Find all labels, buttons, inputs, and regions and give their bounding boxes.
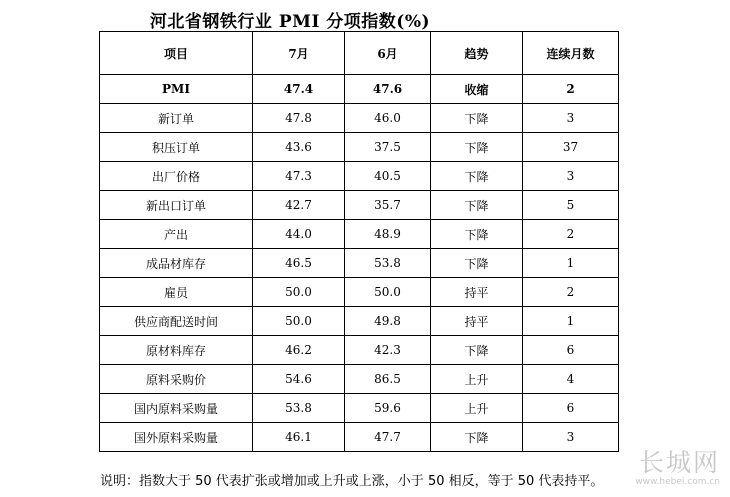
cell-consecutive-months: 3: [523, 104, 619, 133]
cell-july: 50.0: [253, 278, 345, 307]
cell-trend: 持平: [431, 307, 523, 336]
cell-june: 50.0: [345, 278, 431, 307]
table-row: [100, 307, 619, 336]
cell-trend: 下降: [431, 162, 523, 191]
cell-consecutive-months: 5: [523, 191, 619, 220]
cell-july: 47.3: [253, 162, 345, 191]
table-row: [100, 423, 619, 452]
table-header-row: [100, 32, 619, 75]
cell-june: 40.5: [345, 162, 431, 191]
table-row: [100, 249, 619, 278]
cell-june: 35.7: [345, 191, 431, 220]
cell-trend: 上升: [431, 394, 523, 423]
cell-july: 46.5: [253, 249, 345, 278]
cell-july: 44.0: [253, 220, 345, 249]
cell-item: 出厂价格: [100, 162, 253, 191]
table-row: [100, 191, 619, 220]
cell-july: 46.2: [253, 336, 345, 365]
column-header-consecutive-months: 连续月数: [523, 32, 619, 75]
cell-june: 59.6: [345, 394, 431, 423]
cell-june: 48.9: [345, 220, 431, 249]
cell-item: 国外原料采购量: [100, 423, 253, 452]
cell-item: 成品材库存: [100, 249, 253, 278]
cell-trend: 下降: [431, 104, 523, 133]
cell-june: 42.3: [345, 336, 431, 365]
watermark-text: 长城网: [638, 448, 720, 477]
cell-item: 供应商配送时间: [100, 307, 253, 336]
cell-consecutive-months: 1: [523, 249, 619, 278]
cell-july: 47.4: [253, 75, 345, 104]
table-row: [100, 133, 619, 162]
table-row: [100, 220, 619, 249]
cell-trend: 下降: [431, 133, 523, 162]
column-header-july: 7月: [253, 32, 345, 75]
cell-consecutive-months: 1: [523, 307, 619, 336]
table-row: [100, 162, 619, 191]
cell-june: 37.5: [345, 133, 431, 162]
cell-consecutive-months: 4: [523, 365, 619, 394]
column-header-june: 6月: [345, 32, 431, 75]
cell-july: 47.8: [253, 104, 345, 133]
site-watermark-logo: [618, 449, 720, 489]
cell-item: 原料采购价: [100, 365, 253, 394]
table-title: 河北省钢铁行业 PMI 分项指数(%): [149, 12, 431, 32]
cell-consecutive-months: 6: [523, 394, 619, 423]
cell-consecutive-months: 37: [523, 133, 619, 162]
cell-trend: 持平: [431, 278, 523, 307]
cell-consecutive-months: 3: [523, 162, 619, 191]
column-header-trend: 趋势: [431, 32, 523, 75]
pmi-table: [99, 31, 619, 452]
cell-trend: 收缩: [431, 75, 523, 104]
cell-item: 新出口订单: [100, 191, 253, 220]
cell-consecutive-months: 2: [523, 75, 619, 104]
cell-item: PMI: [100, 75, 253, 104]
watermark-url: www.hebei.com.cn: [635, 477, 720, 487]
cell-trend: 下降: [431, 336, 523, 365]
cell-item: 原材料库存: [100, 336, 253, 365]
cell-consecutive-months: 2: [523, 220, 619, 249]
table-body: [100, 75, 619, 452]
cell-consecutive-months: 2: [523, 278, 619, 307]
cell-july: 50.0: [253, 307, 345, 336]
column-header-item: 项目: [100, 32, 253, 75]
cell-june: 86.5: [345, 365, 431, 394]
cell-consecutive-months: 6: [523, 336, 619, 365]
cell-july: 53.8: [253, 394, 345, 423]
cell-june: 53.8: [345, 249, 431, 278]
cell-trend: 下降: [431, 191, 523, 220]
cell-consecutive-months: 3: [523, 423, 619, 452]
cell-july: 42.7: [253, 191, 345, 220]
table-row: [100, 104, 619, 133]
cell-trend: 下降: [431, 220, 523, 249]
cell-item: 产出: [100, 220, 253, 249]
cell-june: 46.0: [345, 104, 431, 133]
cell-july: 46.1: [253, 423, 345, 452]
table-row: [100, 394, 619, 423]
cell-july: 54.6: [253, 365, 345, 394]
table-row: [100, 365, 619, 394]
cell-trend: 上升: [431, 365, 523, 394]
cell-trend: 下降: [431, 249, 523, 278]
cell-july: 43.6: [253, 133, 345, 162]
table-row: [100, 278, 619, 307]
cell-item: 雇员: [100, 278, 253, 307]
cell-june: 47.6: [345, 75, 431, 104]
table-row: [100, 75, 619, 104]
cell-trend: 下降: [431, 423, 523, 452]
cell-item: 国内原料采购量: [100, 394, 253, 423]
footnote: 说明：指数大于 50 代表扩张或增加或上升或上涨，小于 50 相反，等于 50 代表持平。: [100, 474, 604, 489]
cell-item: 积压订单: [100, 133, 253, 162]
cell-june: 49.8: [345, 307, 431, 336]
cell-june: 47.7: [345, 423, 431, 452]
cell-item: 新订单: [100, 104, 253, 133]
table-row: [100, 336, 619, 365]
